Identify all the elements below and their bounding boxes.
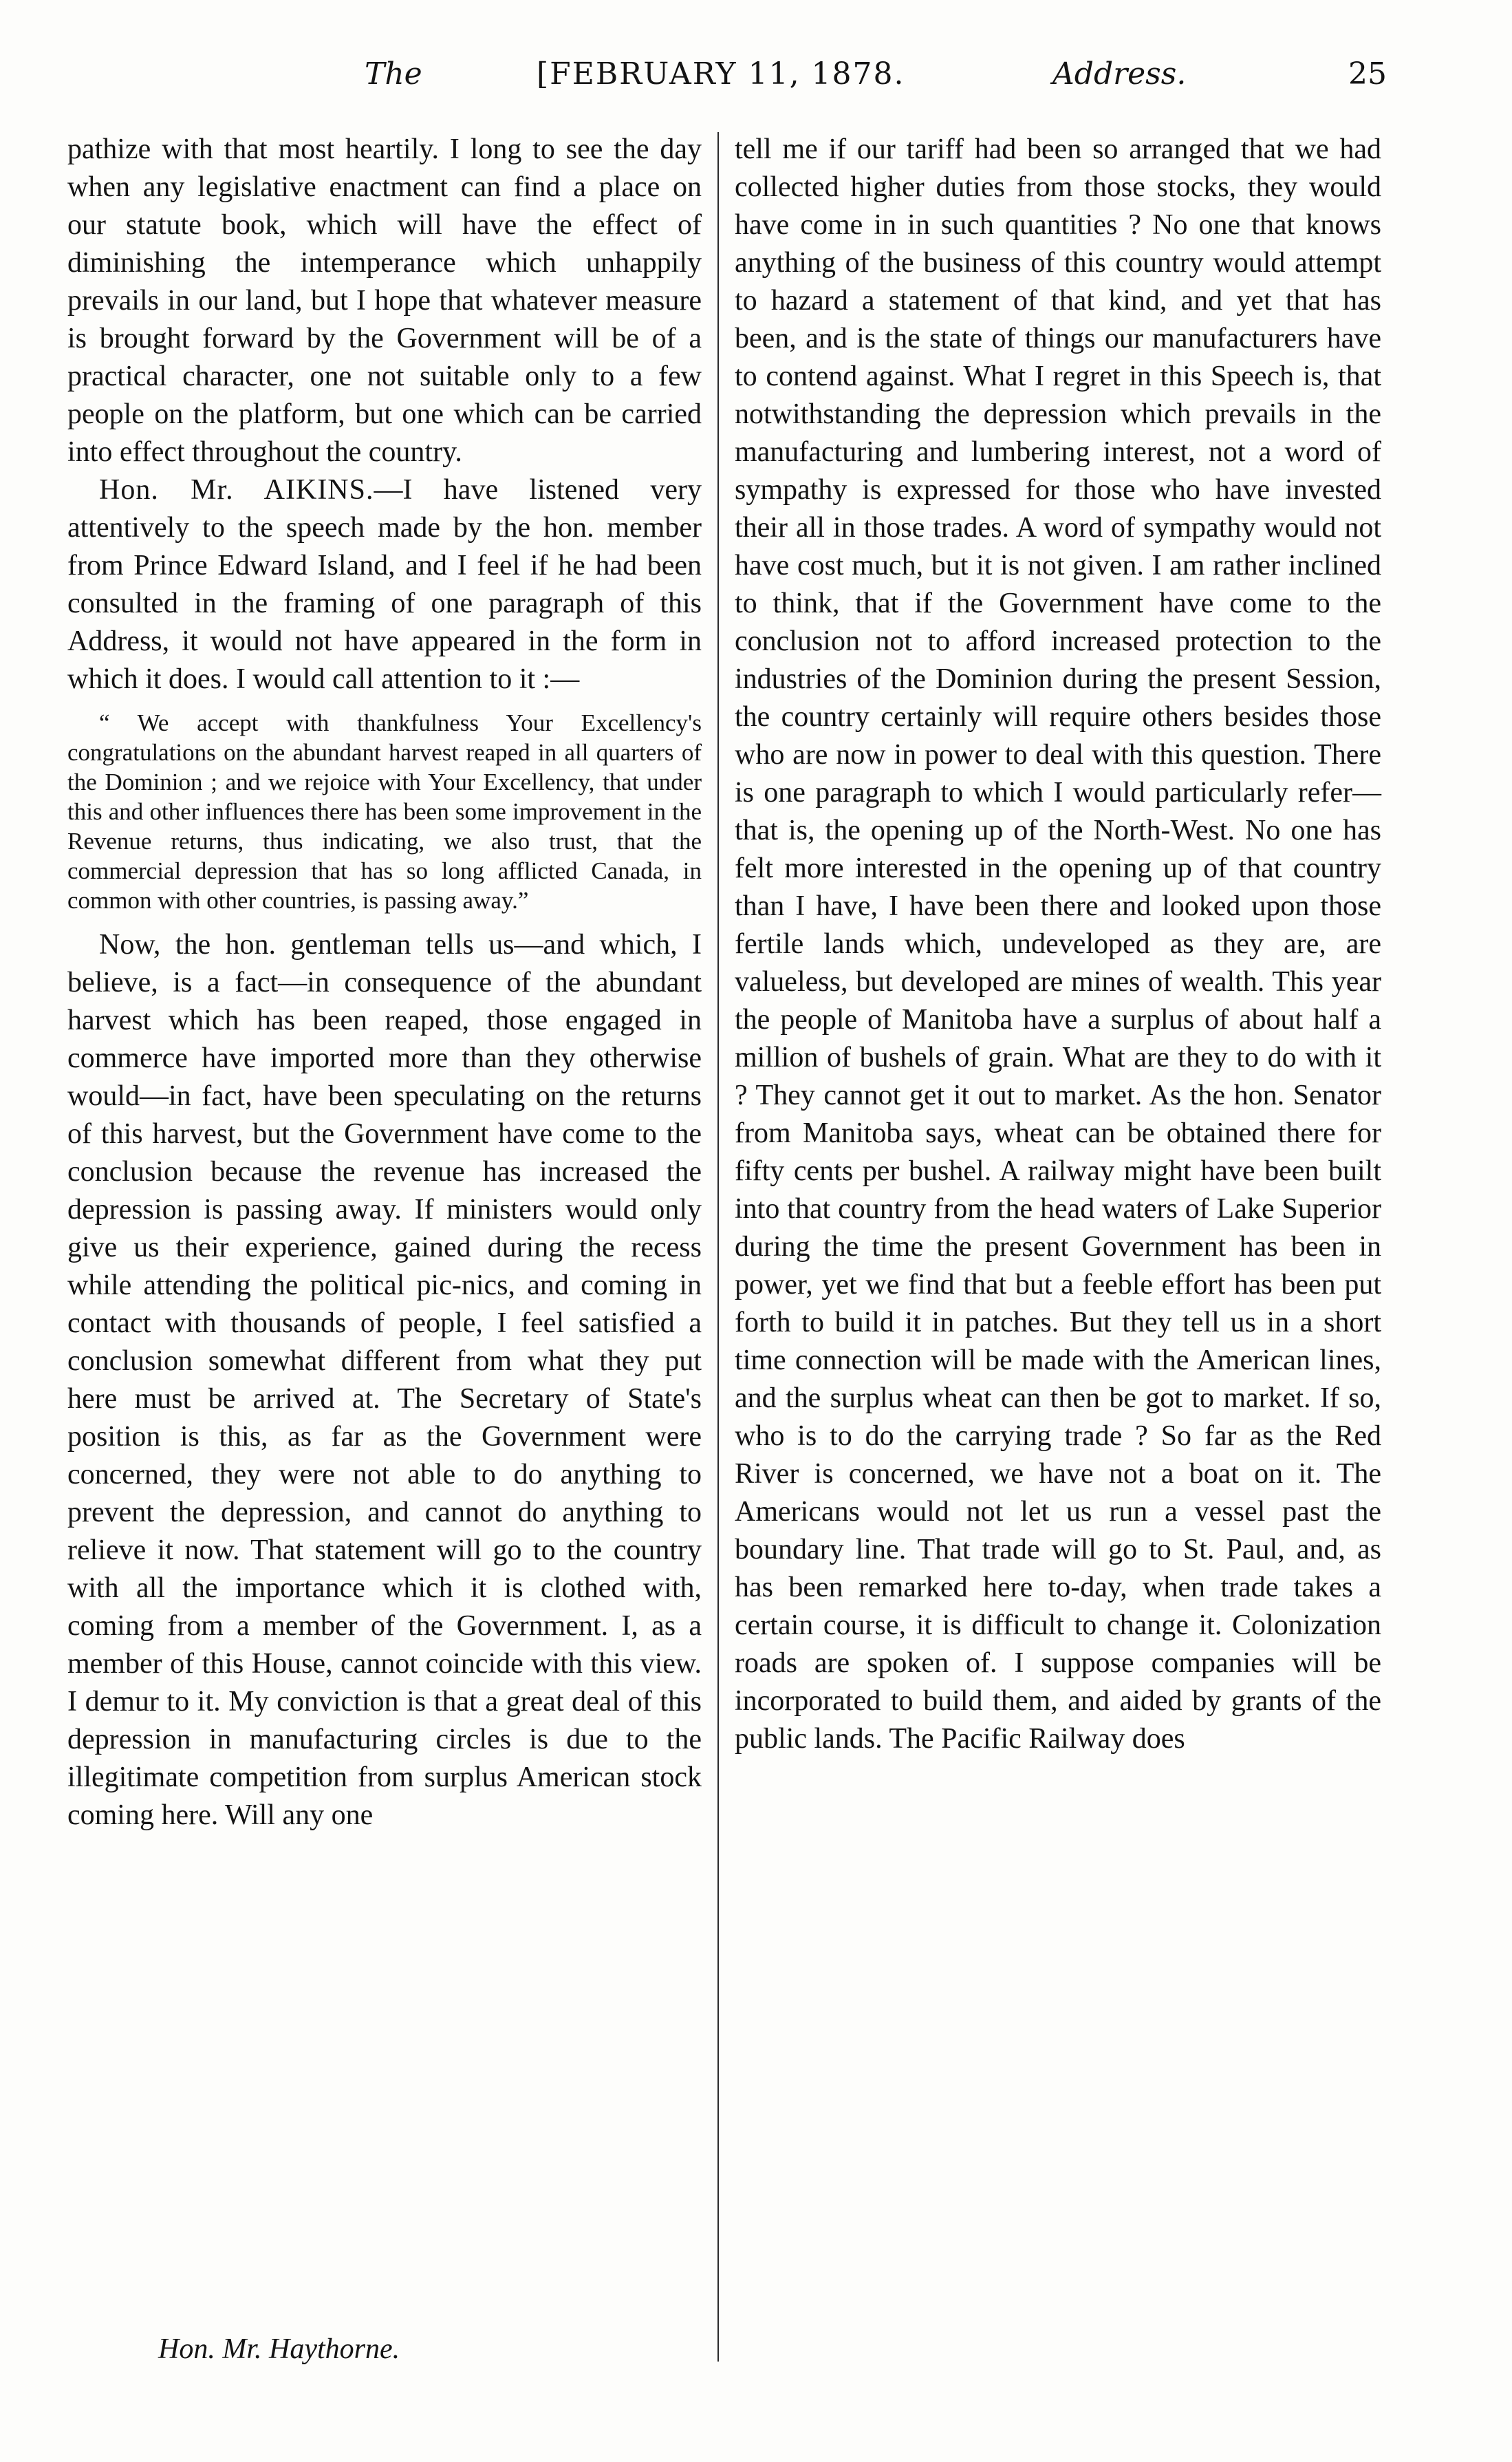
paragraph: pathize with that most heartily. I long to see the day when any legislative enactment can find a place on our statute book, which will have the effect of diminishing the intemperance which unhappily prevails in our land, but I hope that whatever measure is brought forward by the Government will be of a practical character, one not suitable only to a few people on the platform, but one which can be carried into effect throughout the country. — [67, 133, 702, 468]
footer-signature: Hon. Mr. Haythorne. — [158, 2333, 400, 2365]
header-left: The — [365, 56, 422, 92]
paragraph-text: —I have listened very attentively to the speech made by the hon. member from Prince Edward Island, and I feel if he had been consulted in the framing of one paragraph of this Address, it would not have appeared in the form in which it does. I would call attention to it :— — [67, 474, 702, 695]
header-right: Address. — [1052, 56, 1187, 92]
speaker-paragraph — [67, 471, 702, 698]
paragraph: Now, the hon. gentleman tells us—and which, I believe, is a fact—in consequence of the abundant harvest which has been reaped, those engaged in commerce have imported more than they otherwise would—in fact, have been speculating on the returns of this harvest, but the Government have come to the conclusion because the revenue has increased the depression is passing away. If ministers would only give us their experience, gained during the recess while attending the political pic-nics, and coming in contact with thousands of people, I feel satisfied a conclusion somewhat different from what they put here must be arrived at. The Secretary of State's position is this, as far as the Government were concerned, they were not able to do anything to prevent the depression, and cannot do anything to relieve it now. That statement will go to the country with all the importance which it is clothed with, coming from a member of the Government. I, as a member of this House, cannot coincide with this view. I demur to it. My conviction is that a great deal of this depression in manufacturing circles is due to the illegitimate competition from surplus American stock coming here. Will any one — [67, 929, 702, 1831]
paragraph: tell me if our tariff had been so arranged that we had collected higher duties from those stocks, they would have come in in such quantities ? No one that knows anything of the business of this country would attempt to hazard a statement of that kind, and yet that has been, and is the state of things our manufacturers have to contend against. What I regret in this Speech is, that notwithstanding the depression which prevails in the manufacturing and lumbering interest, not a word of sympathy is expressed for those who have invested their all in those trades. A word of sympathy would not have cost much, but it is not given. I am rather inclined to think, that if the Government have come to the conclusion not to afford increased protection to the industries of the Dominion during the present Session, the country certainly will require others besides those who are now in power to deal with this question. There is one paragraph to which I would particularly refer—that is, the opening up of the North-West. No one has felt more interested in the opening up of that country than I have, I have been there and looked upon those fertile lands which, undeveloped as they are, are valueless, but developed are mines of wealth. This year the people of Manitoba have a surplus of about half a million of bushels of grain. What are they to do with it ? They cannot get it out to market. As the hon. Senator from Manitoba says, wheat can be obtained there for fifty cents per bushel. A railway might have been built into that country from the head waters of Lake Superior during the time the present Government has been in power, yet we find that but a feeble effort has been put forth to build it in patches. But they tell us in a short time connection will be made with the American lines, and the surplus wheat can then be got to market. If so, who is to do the carrying trade ? So far as the Red River is concerned, we have not a boat on it. The Americans would not let us run a vessel past the boundary line. That trade will go to St. Paul, and, as has been remarked here to-day, when trade takes a certain course, it is difficult to change it. Colonization roads are spoken of. I suppose companies will be incorporated to build them, and aided by grants of the public lands. The Pacific Railway does — [735, 133, 1381, 1755]
column-divider — [717, 132, 719, 2362]
right-column — [735, 131, 1381, 1758]
block-quote — [67, 708, 702, 915]
left-column — [67, 131, 702, 1834]
quote-text: “ We accept with thankfulness Your Excellency's congratulations on the abundant harvest reaped in all quarters of the Dominion ; and we rejoice with Your Excellency, that under this and other influences there has been some improvement in the Revenue returns, thus indicating, we also trust, that the commercial depression that has so long afflicted Canada, in common with other countries, is passing away.” — [67, 709, 702, 914]
running-header — [0, 56, 1512, 98]
header-date: [FEBRUARY 11, 1878. — [537, 56, 905, 92]
speaker-name: Hon. Mr. AIKINS. — [99, 474, 374, 506]
page-number: 25 — [1348, 56, 1387, 92]
